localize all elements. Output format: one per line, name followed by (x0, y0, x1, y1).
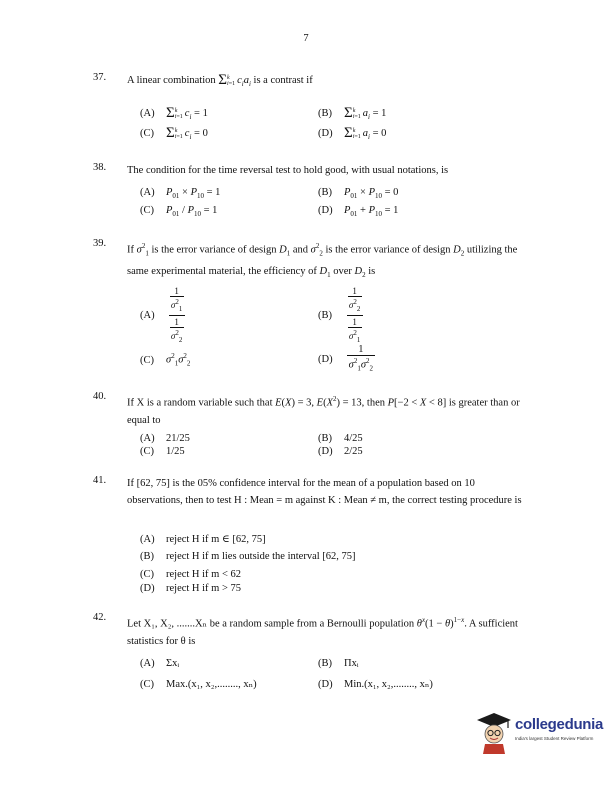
option-42-b[interactable]: (B) Πxᵢ (318, 658, 359, 669)
nested-fraction: 1 $\sigma^2_1$ 1 $\sigma^2_2$ (169, 286, 185, 345)
option-37-a[interactable]: (A) Σ k i=1 $c_i = 1$ (140, 105, 208, 122)
option-40-d[interactable]: (D) 2/25 (318, 446, 363, 457)
question-number: 40. (93, 391, 107, 402)
option-42-c[interactable]: (C) Max.(x₁, x₂,........, xₙ) (140, 679, 257, 690)
question-text: The condition for the time reversal test to hold good, with usual notations, is (127, 165, 449, 176)
question-text: If [62, 75] is the 05% confidence interval for the mean of a population based on 10 observations, then to test H : Mean = m against K : Mean ≠ m, the correct testing procedure is (127, 478, 522, 506)
graduate-mascot-icon (475, 710, 513, 754)
fraction: $\frac{1}{\sigma^2_1\sigma^2_2}$ (348, 344, 373, 373)
question-number: 42. (93, 612, 107, 623)
option-39-a[interactable]: (A) 1 $\sigma^2_1$ 1 $\sigma^2_2$ (140, 286, 185, 345)
collegedunia-logo[interactable] (475, 710, 605, 760)
question-text: Let X₁, X₂, .......Xₙ be a random sample from a Bernoulli population $\theta^x(1 - \theta)^{1-x}$. A sufficient statistics for θ is (127, 616, 518, 647)
option-41-d[interactable]: (D) reject H if m > 75 (140, 583, 242, 594)
logo-tagline: India's largest Student Review Platform (515, 736, 594, 741)
option-37-d[interactable]: (D) Σ k i=1 $a_i = 0$ (318, 125, 387, 142)
option-37-b[interactable]: (B) Σ k i=1 $a_i = 1$ (318, 105, 387, 122)
option-42-d[interactable]: (D) Min.(x₁, x₂,........, xₙ) (318, 679, 433, 690)
option-41-a[interactable]: (A) reject H if m ∈ [62, 75] (140, 534, 266, 545)
question-text: If X is a random variable such that E(X) = 3, $E(X^2) = 13$, then P[−2 < X < 8] is greater than or equal to (127, 395, 520, 426)
option-39-c[interactable]: (C) $\sigma^2_1\sigma^2_2$ (140, 352, 191, 368)
question-number: 37. (93, 72, 107, 83)
option-38-a[interactable]: (A) $P_{01} \times P_{10} = 1$ (140, 187, 221, 201)
option-38-d[interactable]: (D) $P_{01} + P_{10} = 1$ (318, 205, 399, 219)
option-40-c[interactable]: (C) 1/25 (140, 446, 185, 457)
option-41-b[interactable]: (B) reject H if m lies outside the interval [62, 75] (140, 551, 356, 562)
option-40-b[interactable]: (B) 4/25 (318, 433, 363, 444)
question-number: 41. (93, 475, 107, 486)
question-text: If $\sigma^2_1$ is the error variance of design $D_1$ and $\sigma^2_2$ is the error variance of design $D_2$ utilizing the same experimental material, the efficiency of $D_1$ over $D_2$ is (127, 242, 518, 279)
option-37-c[interactable]: (C) Σ k i=1 $c_i = 0$ (140, 125, 208, 142)
option-42-a[interactable]: (A) Σxᵢ (140, 658, 180, 669)
option-40-a[interactable]: (A) 21/25 (140, 433, 190, 444)
page-number: 7 (303, 33, 309, 44)
logo-name: collegedunia (515, 716, 604, 733)
question-number: 38. (93, 162, 107, 173)
question-text: A linear combination Σ k i=1 $c_ia_i$ is a contrast if (127, 72, 313, 89)
option-38-c[interactable]: (C) $P_{01} / P_{10} = 1$ (140, 205, 218, 219)
question-number: 39. (93, 238, 107, 249)
option-39-d[interactable]: (D) $\frac{1}{\sigma^2_1\sigma^2_2}$ (318, 344, 373, 373)
nested-fraction: 1 $\sigma^2_2$ 1 $\sigma^2_1$ (347, 286, 363, 345)
option-41-c[interactable]: (C) reject H if m < 62 (140, 569, 242, 580)
option-39-b[interactable]: (B) 1 $\sigma^2_2$ 1 $\sigma^2_1$ (318, 286, 363, 345)
option-38-b[interactable]: (B) $P_{01} \times P_{10} = 0$ (318, 187, 399, 201)
